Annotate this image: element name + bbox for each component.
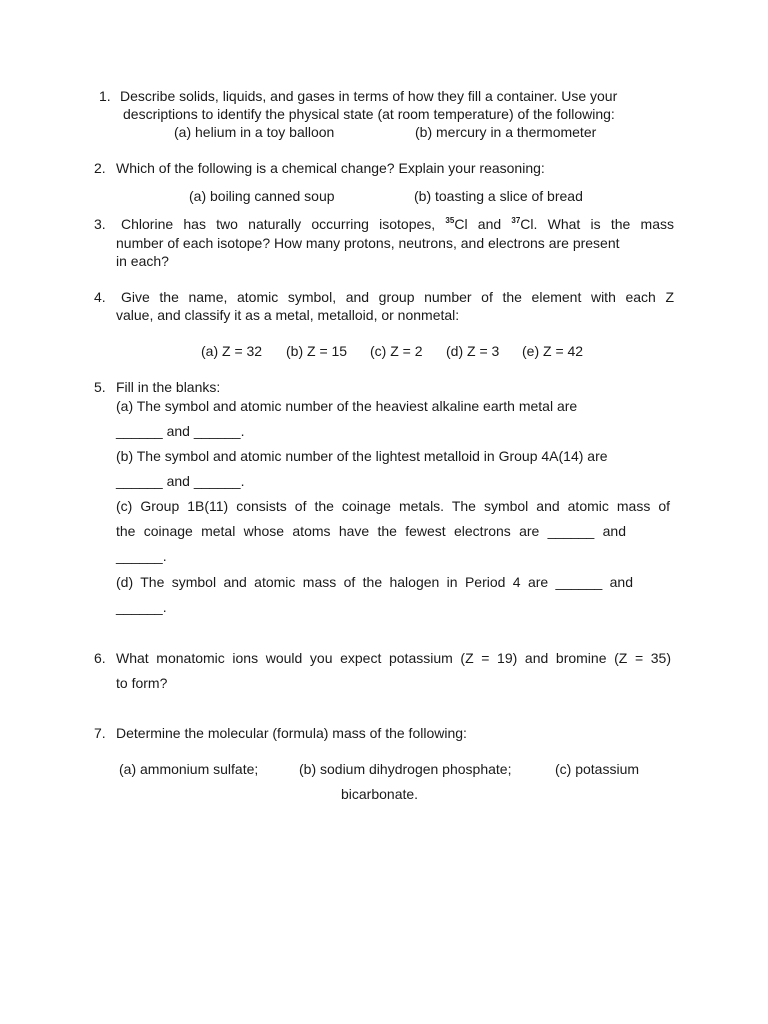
q2-number: 2. — [94, 160, 106, 176]
q5-part-b-line2: ______ and ______. — [116, 473, 245, 489]
q5-intro: Fill in the blanks: — [116, 379, 221, 395]
q5-part-b-line1: (b) The symbol and atomic number of the lightest metalloid in Group 4A(14) are — [116, 448, 608, 464]
q3-isotope-1-mass: 35 — [445, 216, 455, 225]
q5-part-a-line1: (a) The symbol and atomic number of the heaviest alkaline earth metal are — [116, 398, 578, 414]
q5-part-d-line2: ______. — [116, 599, 167, 615]
q5-part-c-line2: the coinage metal whose atoms have the fewest electrons are ______ and — [116, 523, 626, 539]
q5-number: 5. — [94, 379, 106, 395]
q7-number: 7. — [94, 725, 106, 741]
q3-text-line3: in each? — [116, 253, 169, 269]
q2-text: Which of the following is a chemical change? Explain your reasoning: — [116, 160, 545, 176]
q2-option-a: (a) boiling canned soup — [189, 188, 335, 204]
q3-isotope-2-symbol: Cl. What is the mass — [520, 216, 675, 232]
q4-option-d: (d) Z = 3 — [446, 343, 500, 359]
q3-text-start: Chlorine has two naturally occurring isotopes, — [121, 216, 436, 232]
q4-option-e: (e) Z = 42 — [522, 343, 584, 359]
q3-number: 3. — [94, 216, 106, 232]
q6-text-line1: What monatomic ions would you expect potassium (Z = 19) and bromine (Z = 35) — [116, 650, 671, 666]
q4-number: 4. — [94, 289, 106, 305]
q4-option-b: (b) Z = 15 — [286, 343, 348, 359]
q2-option-b: (b) toasting a slice of bread — [414, 188, 583, 204]
q7-option-c-continued: bicarbonate. — [341, 786, 419, 802]
q5-part-c-line3: ______. — [116, 548, 167, 564]
q4-option-c: (c) Z = 2 — [370, 343, 423, 359]
q7-text: Determine the molecular (formula) mass of the following: — [116, 725, 467, 741]
q7-option-b: (b) sodium dihydrogen phosphate; — [299, 761, 512, 777]
q5-part-a-line2: ______ and ______. — [116, 423, 245, 439]
q5-part-d-line1: (d) The symbol and atomic mass of the halogen in Period 4 are ______ and — [116, 574, 633, 590]
q3-text-line2: number of each isotope? How many protons, neutrons, and electrons are present — [116, 235, 620, 251]
q5-part-c-line1: (c) Group 1B(11) consists of the coinage metals. The symbol and atomic mass of — [116, 498, 670, 514]
q4-option-a: (a) Z = 32 — [201, 343, 263, 359]
q6-text-line2: to form? — [116, 675, 168, 691]
q1-option-a: (a) helium in a toy balloon — [174, 124, 335, 140]
q3-isotope-1 — [445, 216, 501, 232]
q6-number: 6. — [94, 650, 106, 666]
q3-isotope-2-mass: 37 — [511, 216, 521, 225]
q1-option-b: (b) mercury in a thermometer — [415, 124, 597, 140]
q1-text-line1: Describe solids, liquids, and gases in terms of how they fill a container. Use your — [120, 88, 618, 104]
q4-text-line1: Give the name, atomic symbol, and group number of the element with each Z — [121, 289, 674, 305]
q7-option-c: (c) potassium — [555, 761, 640, 777]
q1-number: 1. — [99, 88, 111, 104]
q7-option-a: (a) ammonium sulfate; — [119, 761, 259, 777]
q4-text-line2: value, and classify it as a metal, metalloid, or nonmetal: — [116, 307, 460, 323]
q3-text-line1 — [121, 216, 674, 233]
q3-isotope-2 — [511, 216, 674, 232]
q3-isotope-1-symbol: Cl and — [454, 216, 502, 232]
q1-text-line2: descriptions to identify the physical state (at room temperature) of the following: — [123, 106, 615, 122]
